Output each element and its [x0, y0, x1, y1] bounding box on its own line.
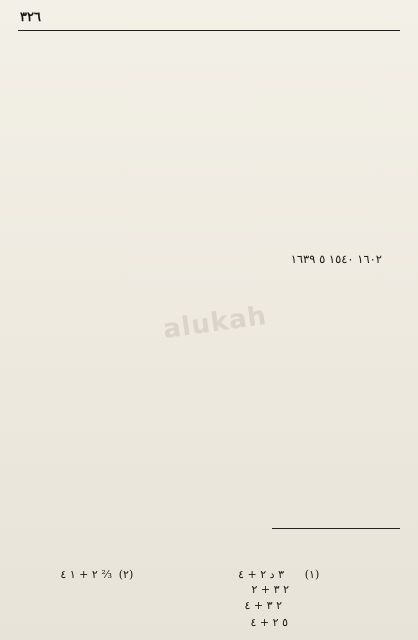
header-rule [18, 30, 400, 31]
example-index-2: (٢) [118, 568, 134, 581]
example-index-1: (١) [304, 568, 320, 581]
examples-block [28, 565, 400, 633]
examples-label [334, 567, 400, 583]
page-header [18, 8, 400, 38]
paragraph-2: ١٦٠٢ ١٥٤٠ ٥ ١٦٣٩ [290, 252, 382, 266]
footnote-text [20, 533, 400, 564]
watermark-logo: alukah [161, 300, 269, 346]
paragraph-1 [20, 40, 400, 251]
page-number: ٣٢٦ [20, 10, 41, 25]
formula-line-2: ٢ ٣ + ٢ [251, 583, 289, 596]
main-text [20, 40, 400, 524]
paragraph-3 [20, 427, 400, 524]
formula-line-3: ٢ ٣ + ٤ [244, 599, 282, 612]
running-title [130, 11, 255, 27]
footnote-rule [272, 528, 400, 529]
formula-line-1: ٣ د ٢ + ٤ [238, 568, 284, 581]
formula-line-4: ٥ ٢ + ٤ [250, 616, 288, 629]
formula-example-2: ⅔ ٢ + ١ ٤ [60, 568, 112, 581]
